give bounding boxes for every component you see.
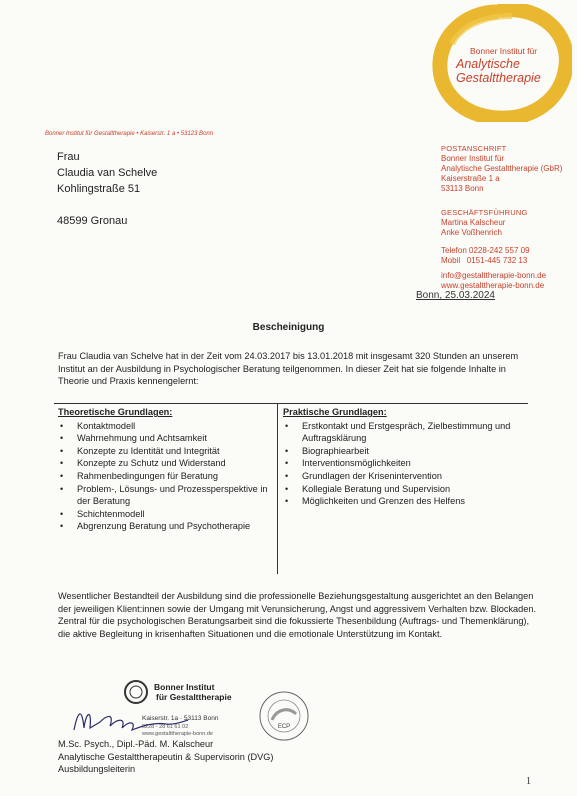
- list-item: • Biographiearbeit: [283, 445, 523, 458]
- stamp-line2: für Gestalttherapie: [156, 692, 232, 702]
- management-heading: GESCHÄFTSFÜHRUNG: [441, 208, 528, 217]
- list-item: • Kontaktmodell: [58, 420, 268, 433]
- institute-logo: [432, 4, 572, 122]
- contact-block: [441, 246, 546, 291]
- list-item: • Kollegiale Beratung und Supervision: [283, 483, 523, 496]
- list-item: • Rahmenbedingungen für Beratung: [58, 470, 268, 483]
- intro-paragraph: Frau Claudia van Schelve hat in der Zeit vom 24.03.2017 bis 13.01.2018 mit insgesamt 320 Stunden an unserem Institut an der Ausbildung in Psychologischer Beratung teilgenommen. In dieser Zeit hat sie folgende Inhalte in Theorie und Praxis kennengelernt:: [58, 351, 519, 386]
- management-name1: Martina Kalscheur: [441, 218, 506, 227]
- postal-line4: 53113 Bonn: [441, 184, 484, 193]
- theory-column: [58, 406, 268, 533]
- list-item: • Abgrenzung Beratung und Psychotherapie: [58, 520, 268, 533]
- list-item: • Konzepte zu Schutz und Widerstand: [58, 457, 268, 470]
- sender-return-address: Bonner Institut für Gestalttherapie • Kaiserstr. 1 a • 53123 Bonn: [45, 131, 214, 137]
- postal-line3: Kaiserstraße 1 a: [441, 174, 500, 183]
- document-title: Bescheinigung: [252, 322, 325, 333]
- signer-line2: Analytische Gestalttherapeutin & Supervisorin (DVG): [58, 751, 274, 762]
- list-item: • Wahrnehmung und Achtsamkeit: [58, 432, 268, 445]
- contact-mobile: Mobil 0151-445 732 13: [441, 256, 528, 265]
- seal-label: ECP: [277, 724, 291, 730]
- ecp-seal: [258, 690, 310, 742]
- signer-line3: Ausbildungsleiterin: [58, 764, 136, 775]
- theory-heading: Theoretische Grundlagen:: [58, 407, 173, 417]
- table-top-rule: [54, 403, 528, 404]
- recipient-street: Kohlingstraße 51: [57, 183, 141, 195]
- logo-line2: Analytische: [456, 57, 520, 71]
- table-column-divider: [277, 404, 278, 574]
- postal-address-block: [441, 144, 562, 194]
- list-item: • Grundlagen der Krisenintervention: [283, 470, 523, 483]
- page-number: 1: [526, 776, 531, 787]
- postal-line2: Analytische Gestalttherapie (GbR): [441, 164, 563, 173]
- practice-column: [283, 406, 523, 508]
- logo-line3: Gestalttherapie: [456, 71, 541, 85]
- list-item: • Konzepte zu Identität und Integrität: [58, 445, 268, 458]
- practice-heading: Praktische Grundlagen:: [283, 407, 387, 417]
- recipient-salutation: Frau: [57, 151, 80, 163]
- recipient-address: [57, 149, 157, 229]
- contact-phone: Telefon 0228-242 557 09: [441, 246, 530, 255]
- management-block: [441, 208, 528, 238]
- logo-line1: Bonner Institut für: [470, 46, 538, 56]
- stamp-address: Kaiserstr. 1a · 53113 Bonn: [142, 715, 219, 722]
- signer-line1: M.Sc. Psych., Dipl.-Päd. M. Kalscheur: [58, 739, 214, 749]
- postal-heading: POSTANSCHRIFT: [441, 144, 507, 153]
- list-item: • Interventionsmöglichkeiten: [283, 457, 523, 470]
- stamp-line1: Bonner Institut: [154, 682, 215, 692]
- list-item: • Schichtenmodell: [58, 508, 268, 521]
- management-name2: Anke Voßhenrich: [441, 228, 502, 237]
- recipient-city: 48599 Gronau: [57, 215, 128, 227]
- handwritten-signature: [70, 700, 190, 736]
- list-item: • Möglichkeiten und Grenzen des Helfens: [283, 495, 523, 508]
- letter-date: Bonn, 25.03.2024: [416, 290, 495, 301]
- stamp-phone: 0228 - 28 61 61 02: [142, 724, 189, 730]
- list-item: • Erstkontakt und Erstgespräch, Zielbestimmung und Auftragsklärung: [283, 420, 523, 445]
- stamp-web: www.gestalttherapie-bonn.de: [142, 731, 213, 737]
- signer-block: [58, 738, 274, 776]
- postal-line1: Bonner Institut für: [441, 154, 505, 163]
- list-item: • Problem-, Lösungs- und Prozessperspektive in der Beratung: [58, 483, 268, 508]
- outro-paragraph: Wesentlicher Bestandteil der Ausbildung sind die professionelle Beziehungsgestaltung ausgerichtet an den Belangen der jeweiligen Klient:innen sowie der Umgang mit Verunsicherung, Angst und aggressivem Verhalten bzw. Blockaden. Zentral für die psychologischen Beratungsarbeit sind die fokussierte Thesenbildung (Auftrags- und Themenklärung), die aktive Begleitung in krisenhaften Situationen und die emotionale Unterstützung im Kontakt.: [58, 591, 537, 639]
- contact-email[interactable]: info@gestalttherapie-bonn.de: [441, 271, 547, 280]
- contact-web[interactable]: www.gestalttherapie-bonn.de: [441, 281, 545, 290]
- recipient-name: Claudia van Schelve: [57, 167, 158, 179]
